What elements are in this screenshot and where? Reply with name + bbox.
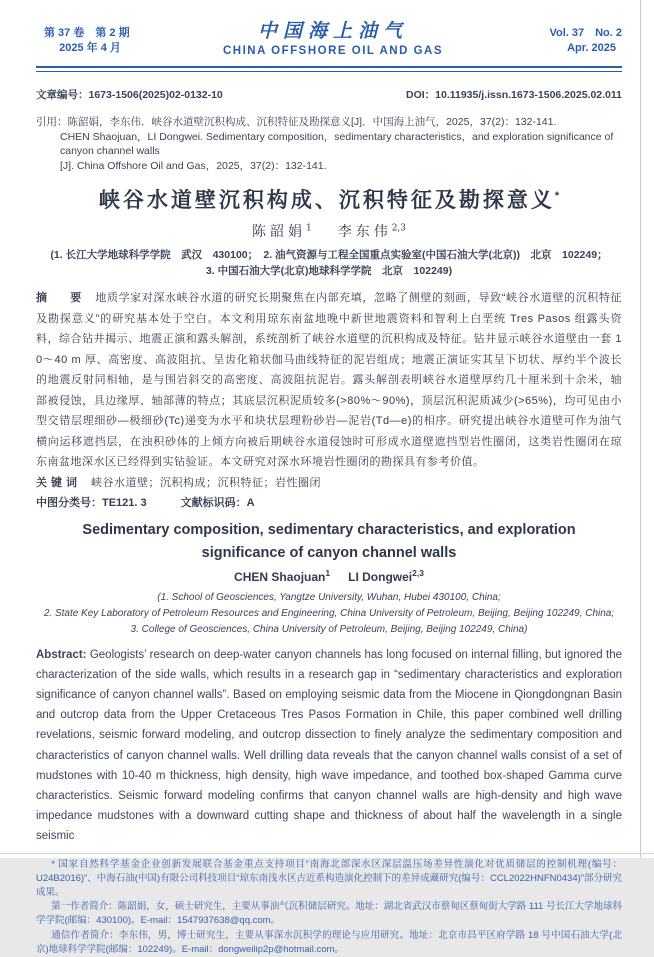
- volume-issue-cn-line1: 第 37 卷 第 2 期: [44, 27, 130, 39]
- paper-title-en: Sedimentary composition, sedimentary characteristics, and exploration significance of canyon channel walls: [82, 521, 576, 561]
- abstract-en-label: Abstract:: [36, 648, 87, 661]
- author-cn-2-name: 李东伟: [337, 224, 392, 240]
- author-en-1-sup: 1: [325, 567, 331, 578]
- abstract-cn-text: 地质学家对深水峡谷水道的研究长期聚焦在内部充填，忽略了侧壁的刻画，导致“峡谷水道壁的沉积特征及勘探意义”的研究基本处于空白。本文利用琼东南盆地晚中新世地震资料和智利上白垩统 Tres Pasos 组露头资料，综合钻井揭示、地震正演和露头解剖，系统剖析了峡谷水道壁的沉积构成及特征。钻井显示峡谷水道壁由一套 10～40 m 厚、高密度、高波阻抗、呈齿化箱状伽马曲线特征的泥岩组成；地震正演证实其呈下切状、厚约半个波长的地震反射同相轴，是与围岩斜交的高密度、高波阻抗泥岩。露头解剖表明峡谷水道壁厚约几十厘米到十余米，轴部被侵蚀，具边缘厚、轴部薄的特点；其底层沉积泥质较多(>80%～90%)，顶层沉积泥质减少(>65%)，均可见由小型交错层理细砂—极细砂(Tc)递变为水平和块状层理粉砂岩—泥岩(Td—e)的相序。研究提出峡谷水道壁可作为油气横向运移遮挡层，在浊积砂体的上倾方向被后期峡谷水道侵蚀时可形成水道壁遮挡型岩性圈闭，这类岩性圈闭在琼东南盆地深水区已经得到实钻验证。本文研究对深水环境岩性圈闭的勘探具有参考价值。: [36, 292, 622, 468]
- journal-header: [36, 18, 622, 59]
- affiliation-en-line2: 2. State Key Laboratory of Petroleum Resources and Engineering, China University of Petroleum, Beijing, Beijing 102249, China;: [43, 607, 615, 619]
- author-en-2-name: LI Dongwei: [348, 569, 413, 584]
- keywords-line: [36, 473, 622, 494]
- footnote-corresponding-author-bio: 通信作者简介：李东伟，男，博士研究生，主要从事深水沉积学的理论与应用研究。地址：北京市昌平区府学路 18 号中国石油大学(北京)地球科学学院(邮编：102249)。E-mail：dongweilip2p@hotmail.com。: [36, 929, 622, 955]
- authors-cn: [36, 221, 622, 241]
- footnote-funding: * 国家自然科学基金企业创新发展联合基金重点支持项目“南海北部深水区深层温压场差异性演化对优质储层的控制机理(编号：U24B2016)”、中海石油(中国)有限公司科技项目“琼东南浅水区古近系构造演化控制下的差异成藏研究(编号：CCL2022HNFN0434)”部分研究成果。: [36, 858, 622, 898]
- affiliation-en-line1: (1. School of Geosciences, Yangtze University, Wuhan, Hubei 430100, China;: [157, 591, 501, 603]
- authors-en: [36, 568, 622, 584]
- abstract-en: [36, 645, 622, 847]
- affiliation-cn-line1: (1. 长江大学地球科学学院 武汉 430100； 2. 油气资源与工程全国重点实验室(中国石油大学(北京)) 北京 102249；: [50, 249, 608, 261]
- affiliations-en: [36, 590, 622, 638]
- abstract-cn: [36, 288, 622, 473]
- journal-title-block: [174, 18, 492, 59]
- citation-en-line2: [J]. China Offshore Oil and Gas，2025，37(2)：132-141.: [60, 159, 327, 172]
- clc-line: [36, 493, 622, 514]
- footnote-first-author-bio: 第一作者简介：陈韶娟，女，硕士研究生，主要从事油气沉积储层研究。地址：湖北省武汉市蔡甸区蔡甸街大学路 111 号长江大学地球科学学院(邮编：430100)。E-mail：1547937638@qq.com。: [36, 901, 622, 927]
- journal-logo-cn: 中国海上油气: [257, 20, 408, 42]
- article-number: 文章编号：1673-1506(2025)02-0132-10: [36, 89, 223, 101]
- author-cn-1-sup: 1: [305, 223, 312, 234]
- citation-block: [36, 115, 622, 173]
- author-en-2-sup: 2,3: [412, 567, 424, 578]
- keywords-label: 关键词: [36, 476, 81, 489]
- header-double-rule: [36, 66, 622, 72]
- volume-issue-cn-line2: 2025 年 4 月: [59, 42, 121, 54]
- affiliation-en-line3: 3. College of Geosciences, China University of Petroleum, Beijing, Beijing 102249, China): [130, 623, 528, 635]
- author-en-1-name: CHEN Shaojuan: [234, 569, 326, 584]
- paper-title-cn-text: 峡谷水道壁沉积构成、沉积特征及勘探意义: [98, 189, 555, 212]
- doi: DOI：10.11935/j.issn.1673-1506.2025.02.011: [405, 89, 622, 101]
- citation-en-line1: CHEN Shaojuan，LI Dongwei. Sedimentary composition，sedimentary characteristics，and exploration significance of canyon channel walls: [60, 130, 614, 157]
- clc-number: 中图分类号：TE121. 3: [36, 497, 147, 509]
- abstract-cn-label: 摘 要: [36, 292, 88, 304]
- citation-cn: 引用：陈韶娟，李东伟．峡谷水道壁沉积构成、沉积特征及勘探意义[J]．中国海上油气，2025，37(2)：132-141.: [36, 116, 557, 128]
- author-cn-2-sup: 2,3: [391, 223, 407, 234]
- abstract-en-text: Geologists’ research on deep-water canyon channels has long focused on internal filling, but ignored the characterization of the side walls, which results in a research gap in “sedimentary characteristics and exploration significance of canyon channel walls”. Based on employing seismic data from the Miocene in Qiongdongnan Basin and outcrop data from the Upper Cretaceous Tres Pasos Formation in Chile, this paper combined well drilling revelations, seismic forward modeling, and outcrop dissection to finely analyze the sedimentary composition and characteristics of canyon channel walls. Well drilling data reveals that the canyon channel walls consist of a set of mudstones with 10-40 m thickness, high density, high wave impedance, and toothed box-shaped Gamma curve characteristics. Seismic forward modeling confirms that canyon channel walls are high-density and high wave impedance mudstones with a downward cutting shape and thickness of about half the wavelength in a single seismic: [36, 648, 622, 843]
- volume-issue-en-line1: Vol. 37 No. 2: [549, 27, 622, 39]
- document-code: 文献标识码：A: [180, 497, 255, 509]
- scan-edge-bottom: [0, 853, 654, 855]
- volume-issue-en: [492, 18, 622, 56]
- paper-title-cn: [36, 184, 622, 214]
- affiliations-cn: [36, 247, 622, 279]
- page-content: [36, 18, 622, 957]
- keywords-text: 峡谷水道壁；沉积构成；沉积特征；岩性圈闭: [91, 476, 321, 489]
- affiliation-cn-line2: 3. 中国石油大学(北京)地球科学学院 北京 102249): [205, 265, 453, 277]
- title-footnote-asterisk: *: [554, 190, 560, 202]
- volume-issue-en-line2: Apr. 2025: [567, 42, 616, 54]
- article-meta-row: [36, 87, 622, 102]
- footnotes: [36, 858, 622, 957]
- scan-edge-right: [640, 0, 642, 858]
- volume-issue-cn: [36, 18, 174, 56]
- journal-title-en: CHINA OFFSHORE OIL AND GAS: [222, 45, 444, 57]
- author-cn-1-name: 陈韶娟: [251, 224, 306, 240]
